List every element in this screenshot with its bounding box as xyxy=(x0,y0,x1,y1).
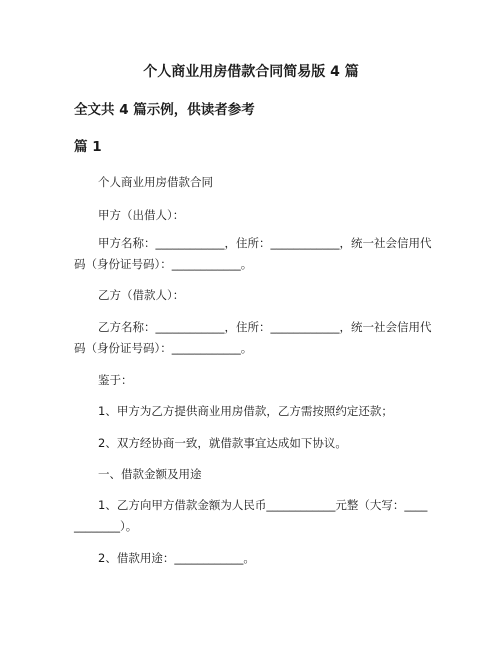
paragraph-whereas: 鉴于： xyxy=(98,373,133,387)
paragraph-party-a-label: 甲方（出借人）： xyxy=(98,208,185,222)
section-heading: 篇 1 xyxy=(74,139,102,155)
paragraph-article-1-clause-2: 2、借款用途：____________。 xyxy=(98,551,255,565)
paragraph-party-a-details: 甲方名称：____________，住所：____________，统一社会信用代码（身份证号码）：____________。 xyxy=(74,236,432,271)
paragraph-whereas-2: 2、双方经协商一致，就借款事宜达成如下协议。 xyxy=(98,436,347,450)
paragraph-contract-name: 个人商业用房借款合同 xyxy=(98,175,213,189)
paragraph-party-b-details: 乙方名称：____________，住所：____________，统一社会信用代码（身份证号码）：____________。 xyxy=(74,320,432,355)
paragraph-whereas-1: 1、甲方为乙方提供商业用房借款，乙方需按照约定还款； xyxy=(98,404,393,418)
paragraph-article-1-heading: 一、借款金额及用途 xyxy=(98,467,202,481)
intro-line: 全文共 4 篇示例，供读者参考 xyxy=(74,102,255,118)
paragraph-party-b-label: 乙方（借款人）： xyxy=(98,288,185,302)
paragraph-article-1-clause-1: 1、乙方向甲方借款金额为人民币____________元整（大写：____________）。 xyxy=(74,498,428,533)
document-title: 个人商业用房借款合同简易版 4 篇 xyxy=(143,64,359,80)
